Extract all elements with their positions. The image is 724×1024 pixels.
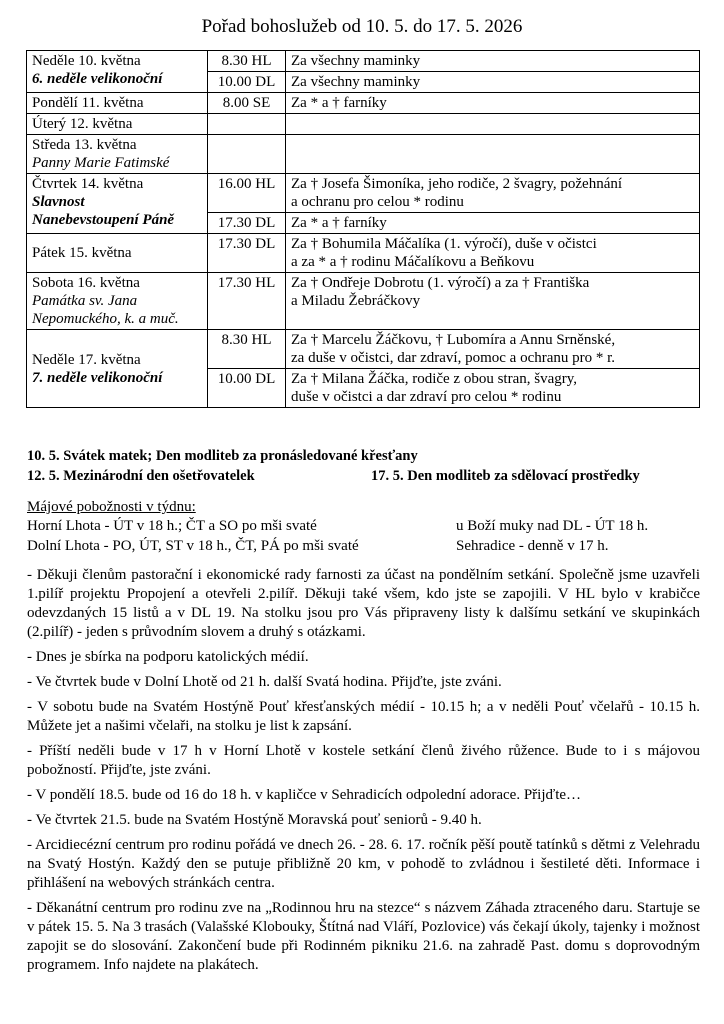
may-devotions-line: Dolní Lhota - PO, ÚT, ST v 18 h., ČT, PÁ po mši svaté	[27, 538, 359, 554]
intention-cell	[286, 135, 700, 174]
note-paragraph: - V sobotu bude na Svatém Hostýně Pouť křesťanských médií - 10.15 h; a v neděli Pouť včelařů - 10.15 h. Můžete jet a našimi včelaři, na stolku je list k zapsání.	[27, 699, 700, 734]
intention-line: Za † Josefa Šimoníka, jeho rodiče, 2 švagry, požehnání	[291, 176, 623, 192]
intention-line: a ochranu pro celou * rodinu	[291, 194, 464, 210]
day-cell	[27, 330, 208, 408]
day-label: Sobota 16. května	[32, 275, 140, 291]
time-cell: 10.00 DL	[208, 72, 286, 93]
may-devotions-line: Horní Lhota - ÚT v 18 h.; ČT a SO po mši svaté	[27, 518, 317, 534]
feast-label: Panny Marie Fatimské	[32, 155, 170, 171]
time-cell: 17.30 HL	[208, 273, 286, 330]
day-label: Čtvrtek 14. května	[32, 176, 144, 192]
time-cell: 8.30 HL	[208, 51, 286, 72]
announcement-line: 10. 5. Svátek matek; Den modliteb za pronásledované křesťany	[27, 448, 418, 464]
intention-cell: Za všechny maminky	[286, 72, 700, 93]
note-paragraph: - V pondělí 18.5. bude od 16 do 18 h. v kapličce v Sehradicích odpolední adorace. Přijďte…	[27, 787, 582, 803]
table-row	[27, 234, 700, 273]
announcement-line: 17. 5. Den modliteb za sdělovací prostředky	[371, 468, 640, 484]
day-label: Pátek 15. května	[27, 234, 208, 273]
intention-line: a za * a † rodinu Máčalíkovu a Beňkovu	[291, 254, 535, 270]
may-devotions-heading: Májové pobožnosti v týdnu:	[27, 499, 196, 515]
table-row	[27, 135, 700, 174]
intention-cell: Za * a † farníky	[286, 93, 700, 114]
day-label: Neděle 17. května	[32, 351, 141, 368]
intention-cell	[286, 234, 700, 273]
feast-label: Nanebevstoupení Páně	[32, 212, 175, 228]
table-row	[27, 330, 700, 369]
note-paragraph: - Ve čtvrtek bude v Dolní Lhotě od 21 h. další Svatá hodina. Přijďte, jste zváni.	[27, 674, 502, 690]
time-cell: 10.00 DL	[208, 369, 286, 408]
note-paragraph: - Děkuji členům pastorační i ekonomické rady farnosti za účast na pondělním setkání. Společně jsme uzavřeli 1.pilíř projektu Propojení a otevřeli 2.pilíř. Děkuji také všem, kdo jste se zapojili. V HL bylo v krabičce odevzdaných 15 listů a v DL 19. Na stolku jsou pro Vás připraveny listy k dalšímu setkání ve skupinkách (2.pilíř) - jeden s průvodním slovem a druhý s otázkami.	[27, 567, 700, 640]
time-cell: 8.00 SE	[208, 93, 286, 114]
intention-line: Za † Marcelu Žáčkovu, † Lubomíra a Annu Srněnské,	[291, 332, 616, 348]
table-row	[27, 51, 700, 72]
time-cell	[208, 114, 286, 135]
mass-schedule-table	[26, 50, 700, 408]
intention-line: Za † Ondřeje Dobrotu (1. výročí) a za † Františka	[291, 275, 590, 291]
table-row	[27, 114, 700, 135]
day-cell	[27, 135, 208, 174]
time-cell: 16.00 HL	[208, 174, 286, 213]
intention-line: a Miladu Žebráčkovy	[291, 293, 421, 309]
day-label: Neděle 10. května	[32, 53, 141, 69]
intention-line: duše v očistci a dar zdraví pro celou * rodinu	[291, 389, 562, 405]
note-paragraph: - Arcidiecézní centrum pro rodinu pořádá ve dnech 26. - 28. 6. 17. ročník pěší poutě tatínků s dětmi z Velehradu na Svatý Hostýn. Každý den se putuje přibližně 20 km, v pohodě to zvládnou i šestileté děti. Informace i přihlášení na webových stránkách centra.	[27, 837, 700, 891]
table-row	[27, 174, 700, 213]
time-cell: 17.30 DL	[208, 234, 286, 273]
intention-line: za duše v očistci, dar zdraví, pomoc a ochranu pro * r.	[291, 350, 616, 366]
day-cell	[27, 174, 208, 234]
day-label: Středa 13. května	[32, 137, 137, 153]
intention-cell: Za * a † farníky	[286, 213, 700, 234]
day-cell	[27, 273, 208, 330]
feast-label: Slavnost	[32, 194, 85, 210]
may-devotions-line: Sehradice - denně v 17 h.	[456, 538, 609, 554]
intention-line: Za † Bohumila Máčalíka (1. výročí), duše v očistci	[291, 236, 597, 252]
intention-cell	[286, 114, 700, 135]
intention-cell	[286, 330, 700, 369]
page-title: Pořad bohoslužeb od 10. 5. do 17. 5. 2026	[201, 16, 523, 37]
time-cell: 17.30 DL	[208, 213, 286, 234]
feast-label: Nepomuckého, k. a muč.	[32, 311, 179, 327]
time-cell	[208, 135, 286, 174]
feast-label: 6. neděle velikonoční	[32, 71, 163, 87]
table-row	[27, 273, 700, 330]
may-devotions-line: u Boží muky nad DL - ÚT 18 h.	[456, 518, 649, 534]
notes-list	[27, 566, 700, 981]
intention-cell	[286, 174, 700, 213]
table-row	[27, 93, 700, 114]
note-paragraph: - Příští neděli bude v 17 h v Horní Lhotě v kostele setkání členů živého růžence. Bude to i s májovou pobožností. Přijďte, jste zváni.	[27, 743, 700, 778]
note-paragraph: - Dnes je sbírka na podporu katolických médií.	[27, 649, 309, 665]
time-cell: 8.30 HL	[208, 330, 286, 369]
intention-cell	[286, 369, 700, 408]
intention-line: Za † Milana Žáčka, rodiče z obou stran, švagry,	[291, 371, 578, 387]
day-cell	[27, 51, 208, 93]
feast-label: Památka sv. Jana	[32, 293, 138, 309]
note-paragraph: - Děkanátní centrum pro rodinu zve na „Rodinnou hru na stezce“ s názvem Záhada ztraceného daru. Startuje se v pátek 15. 5. Na 3 trasách (Valašské Klobouky, Štítná nad Vláří, Pozlovice) vás čekají úkoly, tajenky i možnost zapojit se do slosování. Zakončení bude při Rodinném pikniku 21.6. na zahradě Past. domu s doprovodným programem. Info najdete na plakátech.	[27, 900, 700, 973]
intention-cell: Za všechny maminky	[286, 51, 700, 72]
announcement-line: 12. 5. Mezinárodní den ošetřovatelek	[27, 468, 255, 484]
day-label: Pondělí 11. května	[27, 93, 208, 114]
intention-cell	[286, 273, 700, 330]
feast-label: 7. neděle velikonoční	[32, 369, 163, 386]
note-paragraph: - Ve čtvrtek 21.5. bude na Svatém Hostýně Moravská pouť seniorů - 9.40 h.	[27, 812, 482, 828]
day-label: Úterý 12. května	[27, 114, 208, 135]
